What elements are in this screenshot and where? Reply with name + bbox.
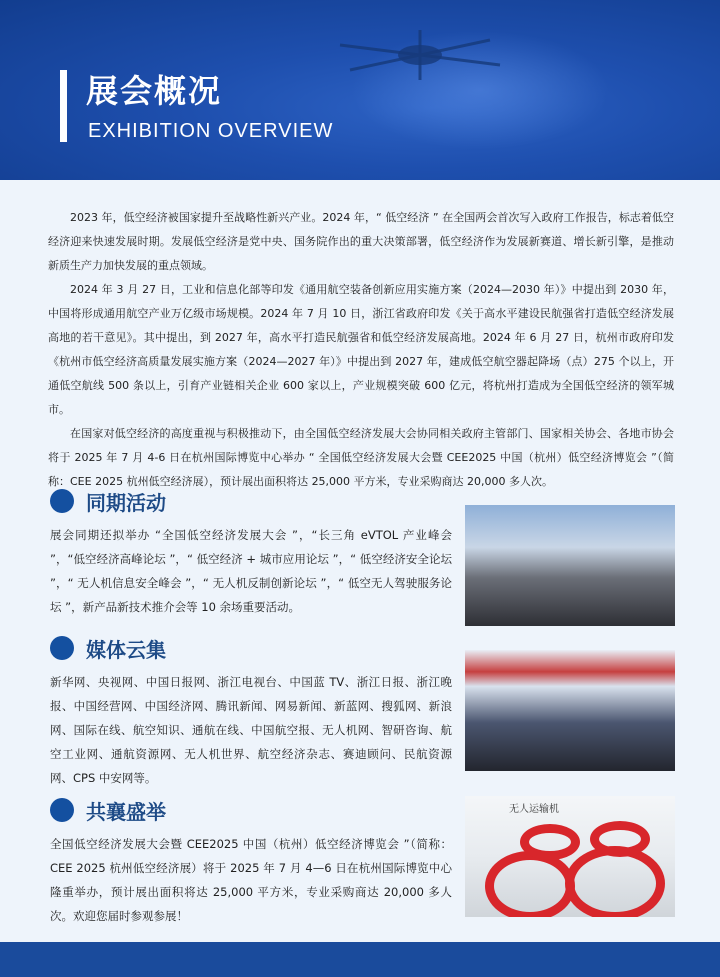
section-invitation <box>50 796 452 928</box>
section-title: 共襄盛举 <box>86 799 166 824</box>
page-title: 展会概况 <box>86 72 223 110</box>
intro-paragraph: 2023 年，低空经济被国家提升至战略性新兴产业。2024 年，“ 低空经济 ” 在全国两会首次写入政府工作报告，标志着低空经济迎来快速发展时期。发展低空经济是党中央、国务院作出的重大决策部署，低空经济作为发展新赛道、增长新引擎，是推动新质生产力加快发展的重点领域。 <box>48 211 674 272</box>
photo-exhibition-hall <box>465 650 675 771</box>
section-text: 展会同期还拟举办 “全国低空经济发展大会 ”，“长三角 eVTOL 产业峰会 ”，“低空经济高峰论坛 ”，“ 低空经济 + 城市应用论坛 ”，“ 低空经济安全论坛 ”，“ 无人机信息安全峰会 ”，“ 无人机反制创新论坛 ”，“ 低空无人驾驶服务论坛 ”，新产品新技术推介会等 10 余场重要活动。 <box>50 528 452 614</box>
section-title: 同期活动 <box>86 490 166 515</box>
intro-paragraph: 在国家对低空经济的高度重视与积极推动下，由全国低空经济发展大会协同相关政府主管部门、国家相关协会、各地市协会将于 2025 年 7 月 4-6 日在杭州国际博览中心举办 “ 全国低空经济发展大会暨 CEE2025 中国（杭州）低空经济博览会 ”（简称：CEE 2025 杭州低空经济展），预计展出面积将达 25,000 平方米，专业采购商达 20,000 多人次。 <box>48 427 674 488</box>
header-banner <box>0 0 720 180</box>
section-text: 新华网、央视网、中国日报网、浙江电视台、中国蓝 TV、浙江日报、浙江晚报、中国经营网、中国经济网、腾讯新闻、网易新闻、新蓝网、搜狐网、新浪网、国际在线、航空知识、通航在线、中国航空报、无人机网、智研咨询、航空工业网、通航资源网、无人机世界、航空经济杂志、赛迪顾问、民航资源网、CPS 中安网等。 <box>50 675 452 785</box>
bullet-circle-icon <box>50 489 74 513</box>
bullet-circle-icon <box>50 798 74 822</box>
intro-paragraph: 2024 年 3 月 27 日，工业和信息化部等印发《通用航空装备创新应用实施方案（2024—2030 年）》中提出到 2030 年，中国将形成通用航空产业万亿级市场规模。2024 年 7 月 10 日，浙江省政府印发《关于高水平建设民航强省打造低空经济发展高地的若干意见》。其中提出，到 2027 年，高水平打造民航强省和低空经济发展高地。2024 年 6 月 27 日，杭州市政府印发《杭州市低空经济高质量发展实施方案（2024—2027 年）》中提出到 2027 年，建成低空航空器起降场（点）275 个以上，开通低空航线 500 条以上，引育产业链相关企业 600 家以上，产业规模突破 600 亿元，将杭州打造成为全国低空经济的领军城市。 <box>48 283 674 416</box>
section-title: 媒体云集 <box>86 637 166 662</box>
booth-sign: 无人运输机 <box>509 804 559 815</box>
section-text: 全国低空经济发展大会暨 CEE2025 中国（杭州）低空经济博览会 ”（简称：CEE 2025 杭州低空经济展）将于 2025 年 7 月 4—6 日在杭州国际博览中心隆重举办，预计展出面积将达 25,000 平方米，专业采购商达 20,000 多人次。欢迎您届时参观参展！ <box>50 837 452 923</box>
drone-rotor-ring <box>520 824 580 860</box>
drone-rotor-ring <box>590 821 650 857</box>
photo-red-drone <box>465 796 675 917</box>
title-accent-bar <box>60 70 67 142</box>
intro-text <box>48 206 674 494</box>
section-media <box>50 634 452 790</box>
photo-event-visitors <box>465 505 675 626</box>
drone-rotor-ring <box>485 851 575 917</box>
footer-band <box>0 942 720 977</box>
drone-silhouette-icon <box>330 25 510 85</box>
bullet-circle-icon <box>50 636 74 660</box>
section-concurrent-events <box>50 487 452 619</box>
page-subtitle: EXHIBITION OVERVIEW <box>88 120 334 142</box>
